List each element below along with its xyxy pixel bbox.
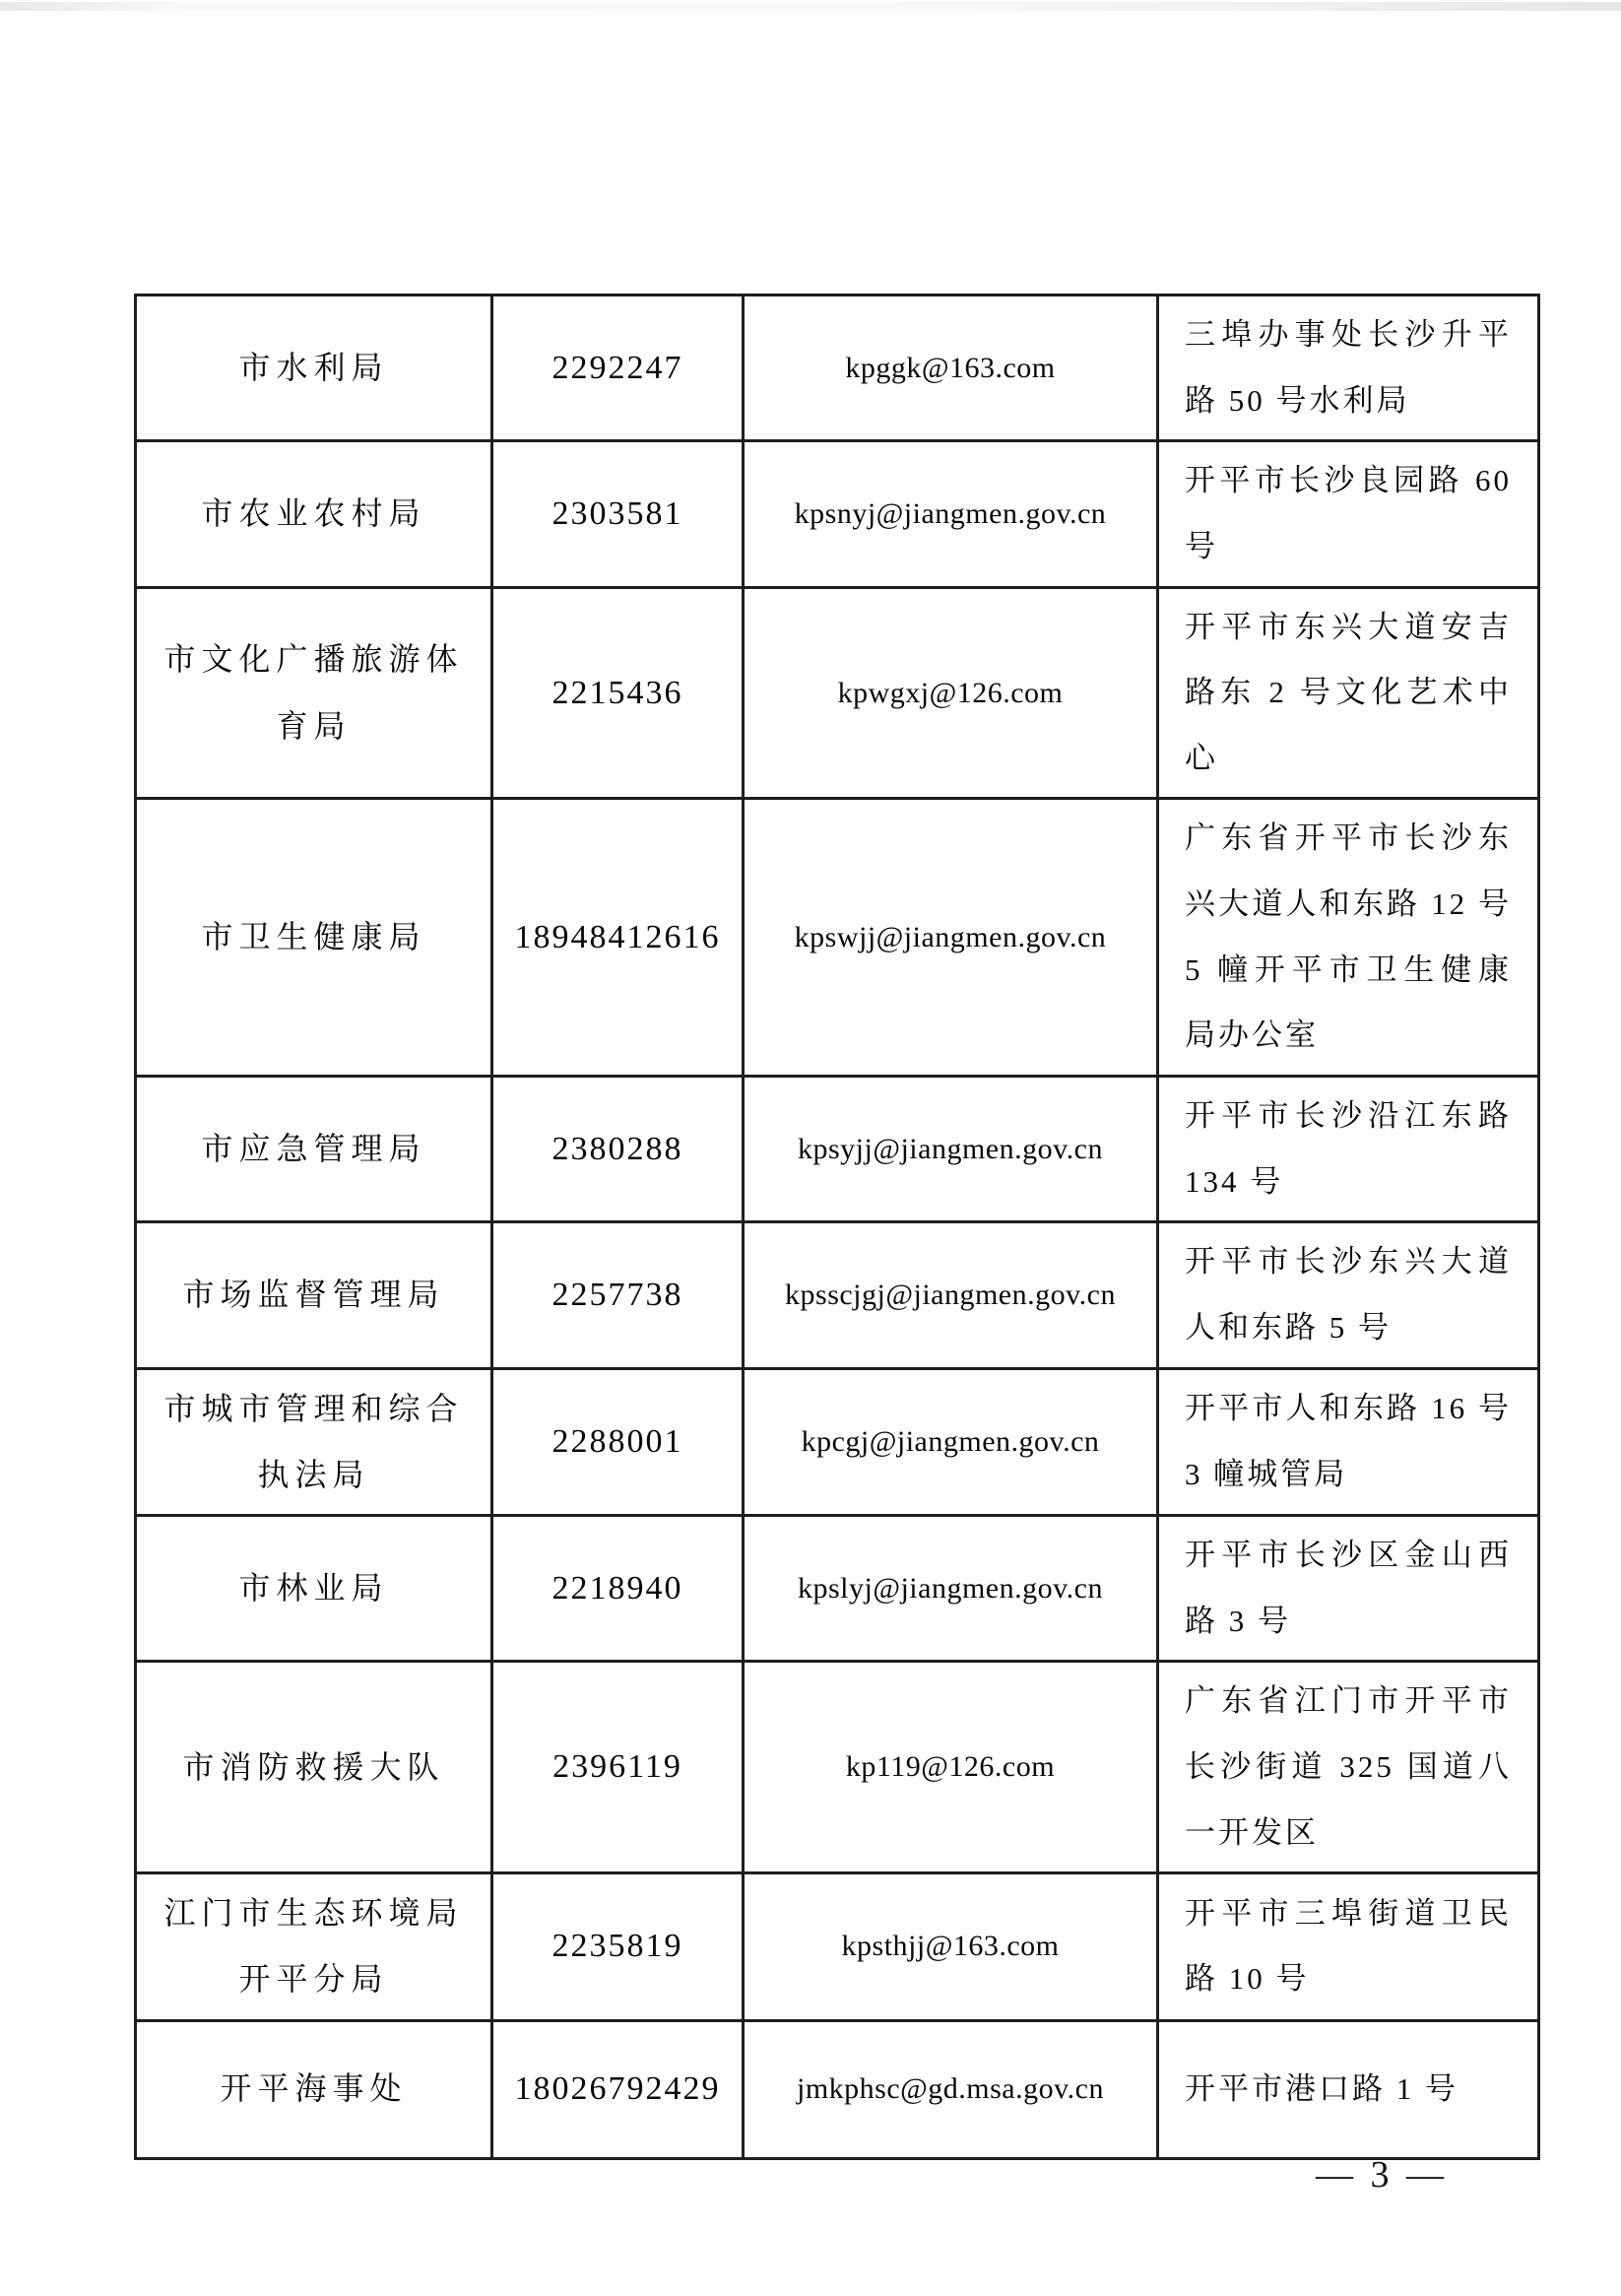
table-row [136, 1368, 1539, 1515]
email-cell: kpwgxj@126.com [744, 587, 1158, 799]
address-cell: 开平市港口路 1 号 [1158, 2020, 1539, 2158]
phone-cell: 18026792429 [492, 2020, 744, 2158]
email-cell: kpsscjgj@jiangmen.gov.cn [744, 1222, 1158, 1368]
department-cell: 江门市生态环境局开平分局 [136, 1873, 492, 2020]
address-cell: 开平市东兴大道安吉路东 2 号文化艺术中心 [1158, 587, 1539, 799]
email-cell: kpsnyj@jiangmen.gov.cn [744, 441, 1158, 587]
phone-cell: 18948412616 [492, 799, 744, 1077]
table-row [136, 1515, 1539, 1661]
department-cell: 市消防救援大队 [136, 1662, 492, 1873]
phone-cell: 2288001 [492, 1368, 744, 1515]
email-cell: kp119@126.com [744, 1662, 1158, 1873]
table-row [136, 1222, 1539, 1368]
table-row [136, 295, 1539, 441]
table-row [136, 1873, 1539, 2020]
department-cell: 市应急管理局 [136, 1077, 492, 1222]
address-cell: 广东省开平市长沙东兴大道人和东路 12 号 5 幢开平市卫生健康局办公室 [1158, 799, 1539, 1077]
email-cell: kpswjj@jiangmen.gov.cn [744, 799, 1158, 1077]
email-cell: jmkphsc@gd.msa.gov.cn [744, 2020, 1158, 2158]
page-number: — 3 — [1316, 2154, 1448, 2196]
table-row [136, 799, 1539, 1077]
phone-cell: 2257738 [492, 1222, 744, 1368]
department-cell: 市场监督管理局 [136, 1222, 492, 1368]
phone-cell: 2303581 [492, 441, 744, 587]
department-cell: 市城市管理和综合执法局 [136, 1368, 492, 1515]
department-cell: 市卫生健康局 [136, 799, 492, 1077]
email-cell: kpggk@163.com [744, 295, 1158, 441]
department-cell: 市文化广播旅游体育局 [136, 587, 492, 799]
address-cell: 开平市长沙沿江东路 134 号 [1158, 1077, 1539, 1222]
address-cell: 开平市长沙区金山西路 3 号 [1158, 1515, 1539, 1661]
address-cell: 开平市长沙东兴大道人和东路 5 号 [1158, 1222, 1539, 1368]
table-row [136, 1077, 1539, 1222]
email-cell: kpcgj@jiangmen.gov.cn [744, 1368, 1158, 1515]
phone-cell: 2218940 [492, 1515, 744, 1661]
department-cell: 市水利局 [136, 295, 492, 441]
department-cell: 市农业农村局 [136, 441, 492, 587]
department-cell: 市林业局 [136, 1515, 492, 1661]
phone-cell: 2380288 [492, 1077, 744, 1222]
phone-cell: 2292247 [492, 295, 744, 441]
table-row [136, 1662, 1539, 1873]
address-cell: 开平市长沙良园路 60 号 [1158, 441, 1539, 587]
email-cell: kpsthjj@163.com [744, 1873, 1158, 2020]
email-cell: kpslyj@jiangmen.gov.cn [744, 1515, 1158, 1661]
table-row [136, 587, 1539, 799]
address-cell: 开平市三埠街道卫民路 10 号 [1158, 1873, 1539, 2020]
scan-artifact-top [0, 2, 1621, 11]
contact-table-body [136, 295, 1539, 2159]
email-cell: kpsyjj@jiangmen.gov.cn [744, 1077, 1158, 1222]
phone-cell: 2235819 [492, 1873, 744, 2020]
table-row [136, 441, 1539, 587]
phone-cell: 2396119 [492, 1662, 744, 1873]
table-row [136, 2020, 1539, 2158]
phone-cell: 2215436 [492, 587, 744, 799]
address-cell: 广东省江门市开平市长沙街道 325 国道八一开发区 [1158, 1662, 1539, 1873]
address-cell: 三埠办事处长沙升平路 50 号水利局 [1158, 295, 1539, 441]
department-cell: 开平海事处 [136, 2020, 492, 2158]
contact-table [134, 294, 1540, 2160]
address-cell: 开平市人和东路 16 号 3 幢城管局 [1158, 1368, 1539, 1515]
